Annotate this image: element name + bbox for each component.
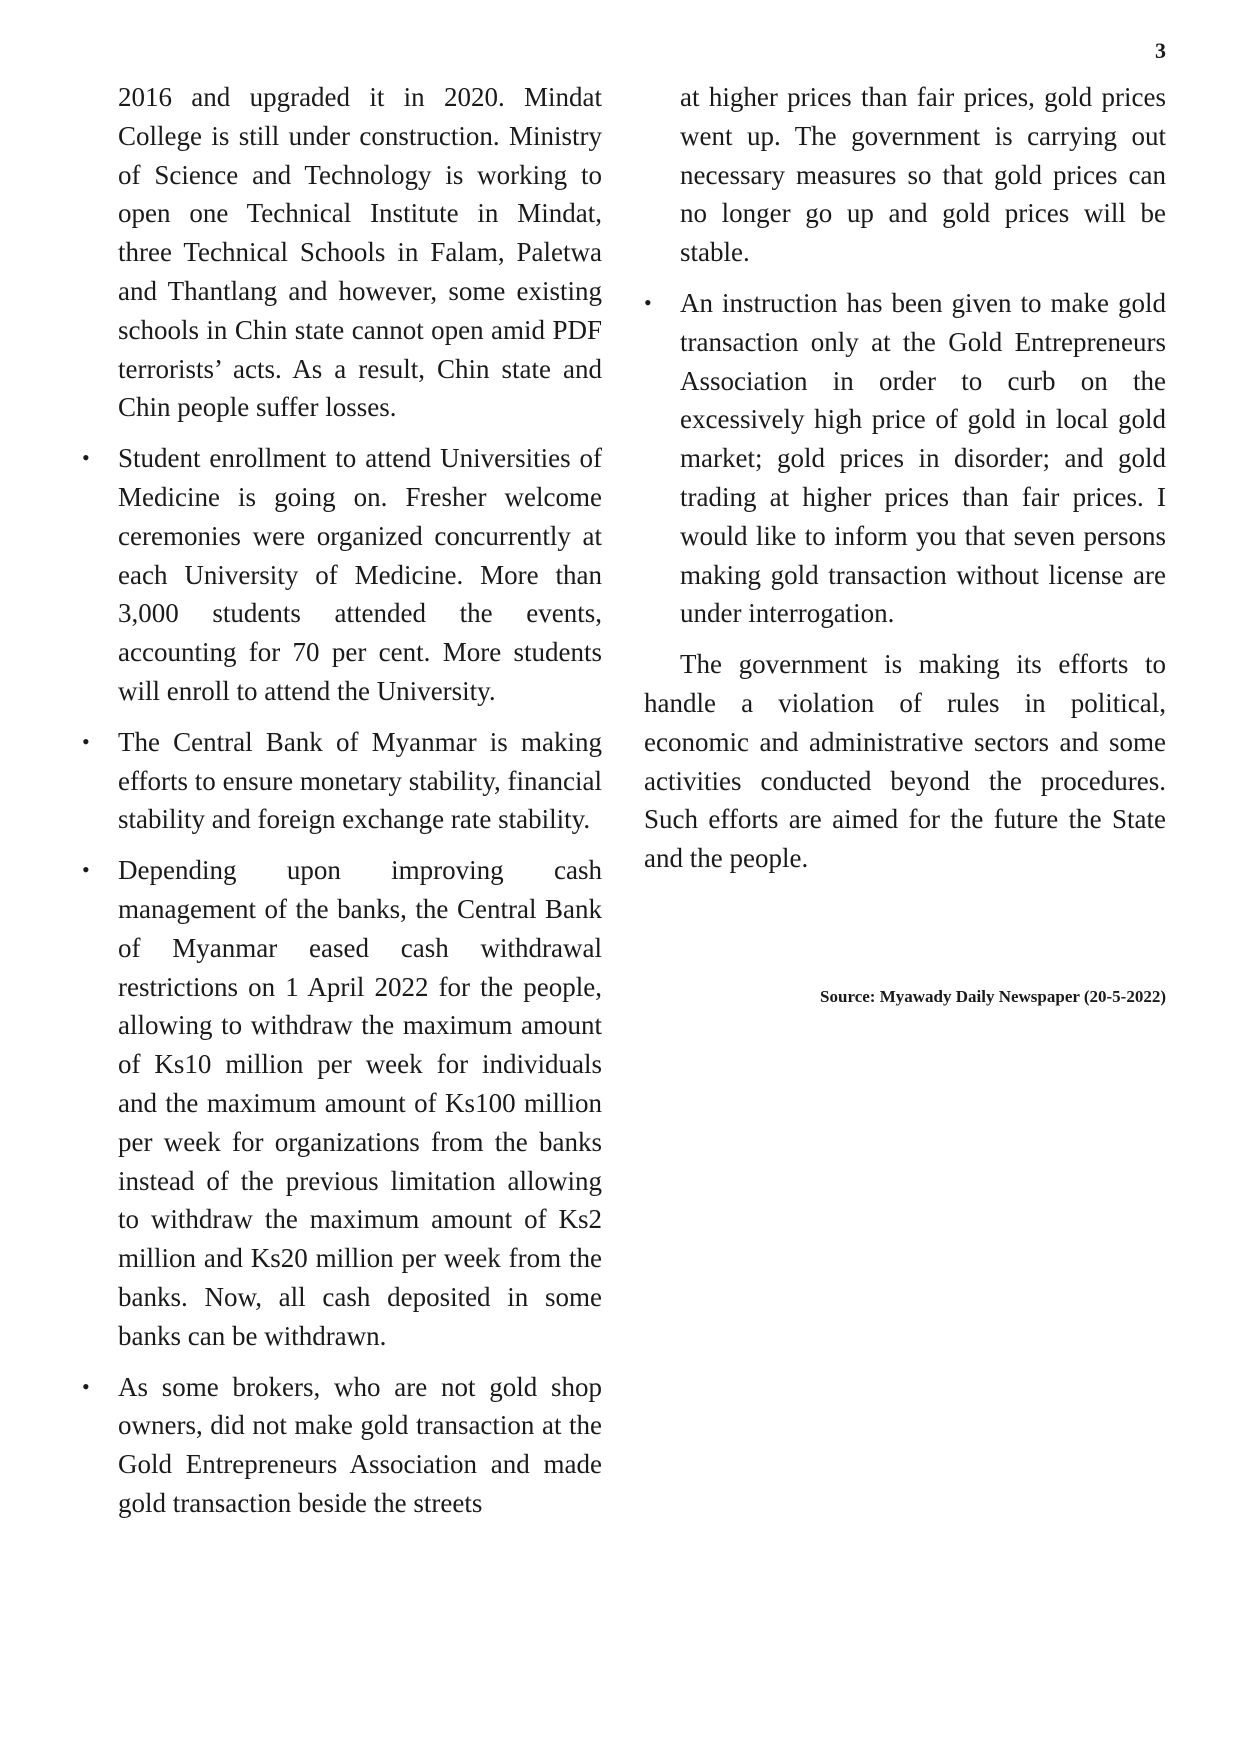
source-citation: Source: Myawady Daily Newspaper (20-5-2022) [820, 986, 1166, 1006]
bullet-text: Depending upon improving cash management of the banks, the Central Bank of Myanmar eased cash withdrawal restrictions on 1 April 2022 for the people, allowing to withdraw the maximum amount of Ks10 million per week for individuals and the maximum amount of Ks100 million per week for organizations from the banks instead of the previous limitation allowing to withdraw the maximum amount of Ks2 million and Ks20 million per week from the banks. Now, all cash deposited in some banks can be withdrawn. [118, 855, 602, 1351]
bullet-list [644, 284, 1166, 633]
bullet-list [82, 439, 602, 1523]
bullet-icon: • [82, 445, 90, 471]
continued-paragraph: 2016 and upgraded it in 2020. Mindat College is still under construction. Ministry of Science and Technology is working to open one Technical Institute in Mindat, three Technical Schools in Falam, Paletwa and Thantlang and however, some existing schools in Chin state cannot open amid PDF terrorists’ acts. As a result, Chin state and Chin people suffer losses. [118, 82, 602, 423]
bullet-icon: • [82, 1373, 90, 1399]
bullet-icon: • [82, 857, 90, 883]
closing-paragraph: The government is making its efforts to handle a violation of rules in political, economic and administrative sectors and some activities conducted beyond the procedures. Such efforts are aimed for the future the State and the people. [644, 649, 1166, 874]
bullet-item [82, 723, 602, 839]
left-column [82, 78, 602, 1535]
bullet-icon: • [644, 289, 652, 315]
bullet-text: The Central Bank of Myanmar is making efforts to ensure monetary stability, financial stability and foreign exchange rate stability. [118, 726, 602, 835]
page-number: 3 [1155, 38, 1166, 63]
right-column [644, 78, 1166, 1008]
bullet-text: An instruction has been given to make gold transaction only at the Gold Entrepreneurs Association in order to curb on the excessively high price of gold in local gold market; gold prices in disorder; and gold trading at higher prices than fair prices. I would like to inform you that seven persons making gold transaction without license are under interrogation. [680, 287, 1166, 629]
bullet-item [644, 284, 1166, 633]
bullet-icon: • [82, 728, 90, 754]
bullet-item [82, 851, 602, 1355]
bullet-text: As some brokers, who are not gold shop owners, did not make gold transaction at the Gold Entrepreneurs Association and made gold transaction beside the streets [118, 1371, 602, 1518]
bullet-item [82, 439, 602, 711]
bullet-text: Student enrollment to attend Universities of Medicine is going on. Fresher welcome ceremonies were organized concurrently at each University of Medicine. More than 3,000 students attended the events, accounting for 70 per cent. More students will enroll to attend the University. [118, 443, 602, 706]
bullet-item [82, 1368, 602, 1523]
continued-paragraph: at higher prices than fair prices, gold prices went up. The government is carrying out necessary measures so that gold prices can no longer go up and gold prices will be stable. [680, 82, 1166, 268]
